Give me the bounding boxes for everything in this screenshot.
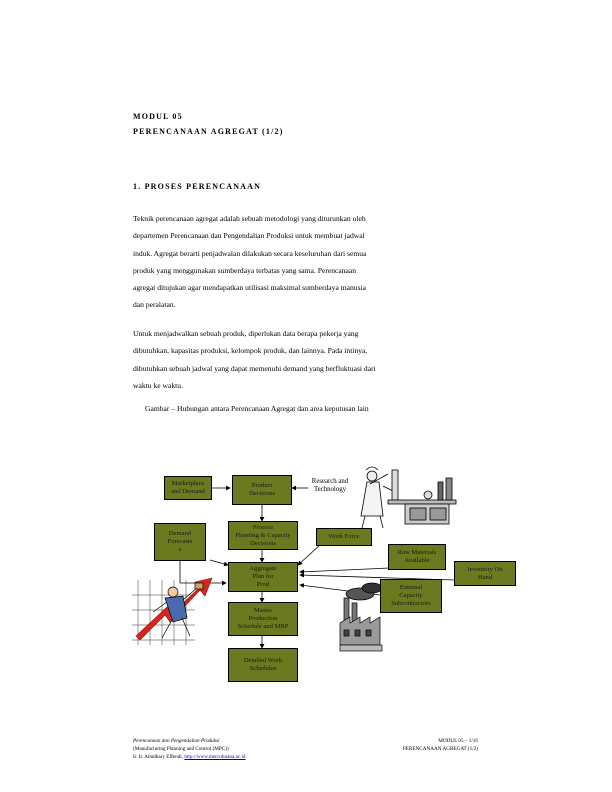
module-number: MODUL 05 (133, 112, 183, 121)
paragraph-line: dan peralatan. (133, 300, 176, 310)
footer-module-title: PERENCANAAN AGREGAT (1/2) (402, 746, 478, 752)
detailed-schedules-box: Detailed Work Schedules (228, 648, 298, 682)
footer-page-number: MODUL 05 – 1/16 (438, 738, 478, 744)
inventory-on-hand-box: Inventory On Hand (454, 561, 516, 586)
demand-forecasts-box: Demand Forecasts s (154, 523, 206, 561)
module-title: PERENCANAAN AGREGAT (1/2) (133, 127, 284, 136)
footer-author (133, 753, 246, 761)
external-capacity-box: External Capacity Subcontractors (380, 579, 442, 613)
paragraph-line: departemen Perencanaan dan Pengendalian Produksi untuk membuat jadwal (133, 231, 365, 241)
process-planning-box: Process Planning & Capacity Decisions (228, 521, 298, 550)
raw-materials-box: Raw Materials Available (388, 544, 446, 570)
paragraph-line: produk yang menggunakan sumberdaya terbatas yang sama. Perencanaan (133, 265, 357, 275)
paragraph-line: induk. Agregat berarti penjadwalan dilakukan secara keseluruhan dari semua (133, 248, 367, 258)
footer-author-name: Ir. Ir. Abudhary Effendi, (133, 754, 185, 760)
marketplace-demand-box: Marketplace and Demand (164, 476, 212, 500)
paragraph-line: Untuk menjadwalkan sebuah produk, diperlukan data berapa pekerja yang (133, 329, 359, 338)
paragraph-line: waktu ke waktu. (133, 380, 183, 390)
footer-right (380, 737, 478, 753)
footer-subtitle: (Manufacturing Planning and Control (MPC)) (133, 746, 229, 752)
master-schedule-box: Master Production Schedule and MRP (228, 602, 298, 636)
footer-left (133, 737, 246, 761)
product-decisions-box: Product Decisions (232, 475, 292, 505)
paragraph-line: Teknik perencanaan agregat adalah sebuah metodologi yang diturunkan oleh (133, 214, 366, 223)
footer-link[interactable]: http://www.mercubuana.ac.id (184, 754, 246, 760)
factory-illustration (340, 583, 382, 651)
figure-caption: Gambar – Hubungan antara Perencanaan Agregat dan area keputusan lain (145, 404, 369, 413)
paragraph-line: agregat ditujukan agar mendapatkan utilisasi maksimal sumberdaya manusia (133, 283, 367, 293)
work-force-box: Work Force (316, 528, 372, 546)
footer-course: Perencanaan dan Pengendalian Produksi (133, 738, 220, 744)
section-heading: 1. PROSES PERENCANAAN (133, 182, 262, 191)
aggregate-plan-box: Aggregate Plan for Prod (228, 562, 298, 592)
chart-person-illustration (132, 578, 212, 645)
research-technology-label: Research and Technology (311, 478, 349, 493)
scientist-illustration (361, 467, 456, 528)
paragraph-line: dibutuhkan, kapasitas produksi, kelompok produk, dan lainnya. Pada intinya, (133, 346, 368, 356)
paragraph-line: dibutuhkan sebuah jadwal yang dapat memenuhi demand yang berfluktuasi dari (133, 363, 376, 373)
